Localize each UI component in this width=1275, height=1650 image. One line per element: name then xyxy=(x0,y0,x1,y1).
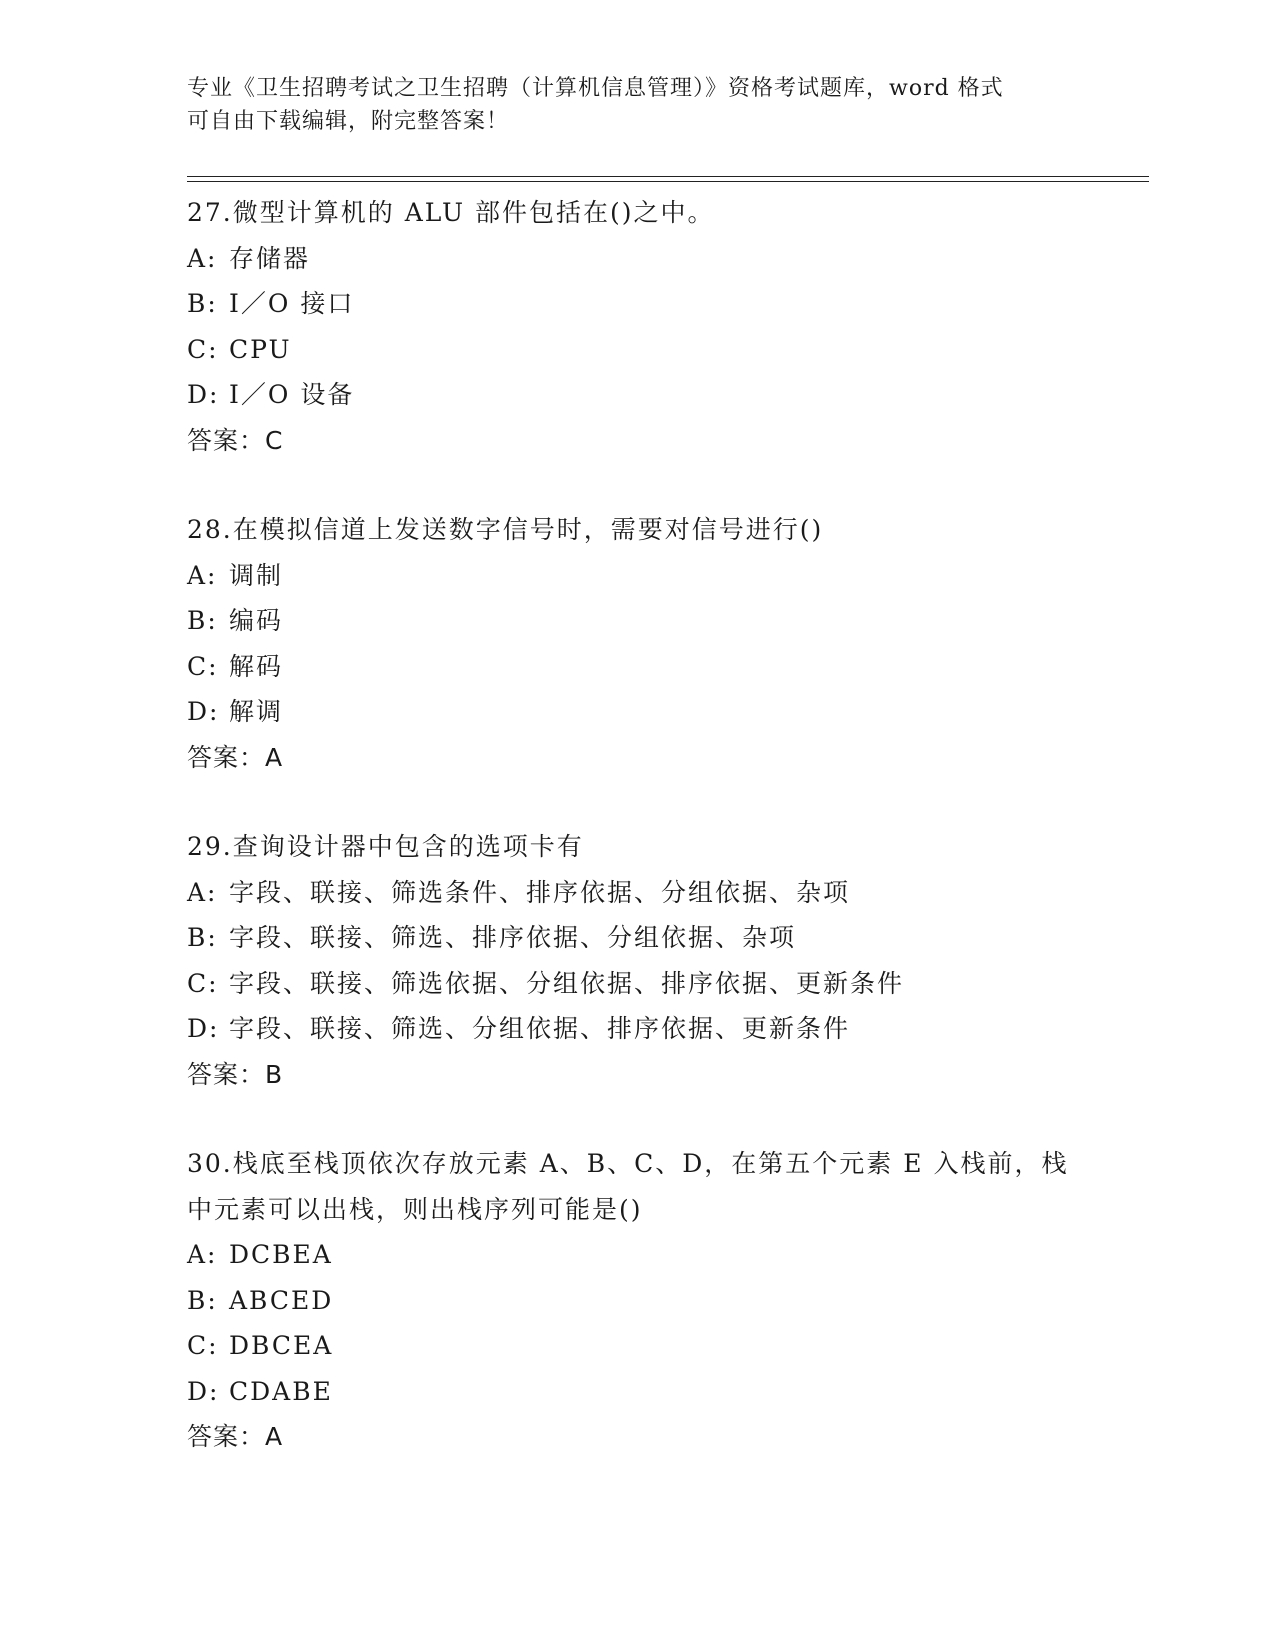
option-letter: A: xyxy=(187,877,218,907)
question-stem xyxy=(187,1141,1087,1232)
option-c xyxy=(187,644,1087,690)
option-text: 解码 xyxy=(229,651,284,681)
option-text: 存储器 xyxy=(229,243,311,273)
option-letter: D: xyxy=(187,380,220,409)
option-c xyxy=(187,961,1087,1007)
question-stem xyxy=(187,507,1087,553)
answer-line: 答案：A xyxy=(187,742,284,772)
question-27 xyxy=(187,190,1087,463)
option-text: CDABE xyxy=(229,1376,333,1406)
option-text: 编码 xyxy=(229,606,284,635)
option-text: ABCED xyxy=(229,1285,334,1315)
option-text: CPU xyxy=(229,334,292,364)
option-letter: A: xyxy=(187,1240,218,1269)
option-d xyxy=(187,1369,1087,1415)
question-stem-line: 29.查询设计器中包含的选项卡有 xyxy=(187,832,584,861)
option-letter: D: xyxy=(187,1014,220,1043)
question-stem xyxy=(187,824,1087,870)
option-d xyxy=(187,372,1087,418)
option-text: I／O 接口 xyxy=(229,289,355,318)
document-header xyxy=(187,72,1067,138)
option-text: 调制 xyxy=(229,560,284,590)
option-letter: A: xyxy=(187,560,218,590)
option-b xyxy=(187,598,1087,644)
option-text: 字段、联接、筛选、排序依据、分组依据、杂项 xyxy=(229,923,797,952)
question-stem-line: 27.微型计算机的 ALU 部件包括在()之中。 xyxy=(187,198,715,227)
header-line-2: 可自由下载编辑，附完整答案！ xyxy=(187,109,510,134)
option-letter: B: xyxy=(187,289,218,318)
option-letter: C: xyxy=(187,651,219,681)
option-a xyxy=(187,870,1087,916)
option-a xyxy=(187,1232,1087,1278)
question-list xyxy=(187,190,1087,1504)
answer-line: 答案：A xyxy=(187,1422,284,1451)
option-letter: C: xyxy=(187,334,219,364)
option-letter: C: xyxy=(187,1331,219,1360)
option-a xyxy=(187,236,1087,282)
question-28 xyxy=(187,507,1087,780)
header-rule-bottom xyxy=(187,181,1149,182)
header-line-1: 专业《卫生招聘考试之卫生招聘（计算机信息管理）》资格考试题库，word 格式 xyxy=(187,76,1004,101)
option-text: DCBEA xyxy=(229,1240,333,1269)
option-d xyxy=(187,1006,1087,1052)
option-letter: C: xyxy=(187,968,219,998)
header-rule-top xyxy=(187,176,1149,177)
option-letter: D: xyxy=(187,1376,220,1406)
option-letter: A: xyxy=(187,243,218,273)
option-c xyxy=(187,327,1087,373)
option-letter: B: xyxy=(187,1285,218,1315)
option-a xyxy=(187,553,1087,599)
option-b xyxy=(187,281,1087,327)
answer-line: 答案：B xyxy=(187,1059,284,1089)
answer-line: 答案：C xyxy=(187,425,284,455)
option-letter: D: xyxy=(187,697,220,726)
question-stem-line: 30.栈底至栈顶依次存放元素 A、B、C、D，在第五个元素 E 入栈前，栈 xyxy=(187,1149,1069,1178)
option-b xyxy=(187,1278,1087,1324)
option-text: 字段、联接、筛选、分组依据、排序依据、更新条件 xyxy=(229,1014,851,1043)
question-30 xyxy=(187,1141,1087,1460)
option-text: 字段、联接、筛选条件、排序依据、分组依据、杂项 xyxy=(229,877,851,907)
option-letter: B: xyxy=(187,923,218,952)
option-text: 字段、联接、筛选依据、分组依据、排序依据、更新条件 xyxy=(229,968,905,998)
option-c xyxy=(187,1323,1087,1369)
option-b xyxy=(187,915,1087,961)
question-stem-line: 中元素可以出栈，则出栈序列可能是() xyxy=(187,1194,643,1224)
option-text: I／O 设备 xyxy=(229,380,355,409)
option-text: DBCEA xyxy=(229,1331,334,1360)
option-letter: B: xyxy=(187,606,218,635)
question-stem-line: 28.在模拟信道上发送数字信号时，需要对信号进行() xyxy=(187,515,824,544)
option-text: 解调 xyxy=(229,697,284,726)
question-stem xyxy=(187,190,1087,236)
option-d xyxy=(187,689,1087,735)
question-29 xyxy=(187,824,1087,1097)
